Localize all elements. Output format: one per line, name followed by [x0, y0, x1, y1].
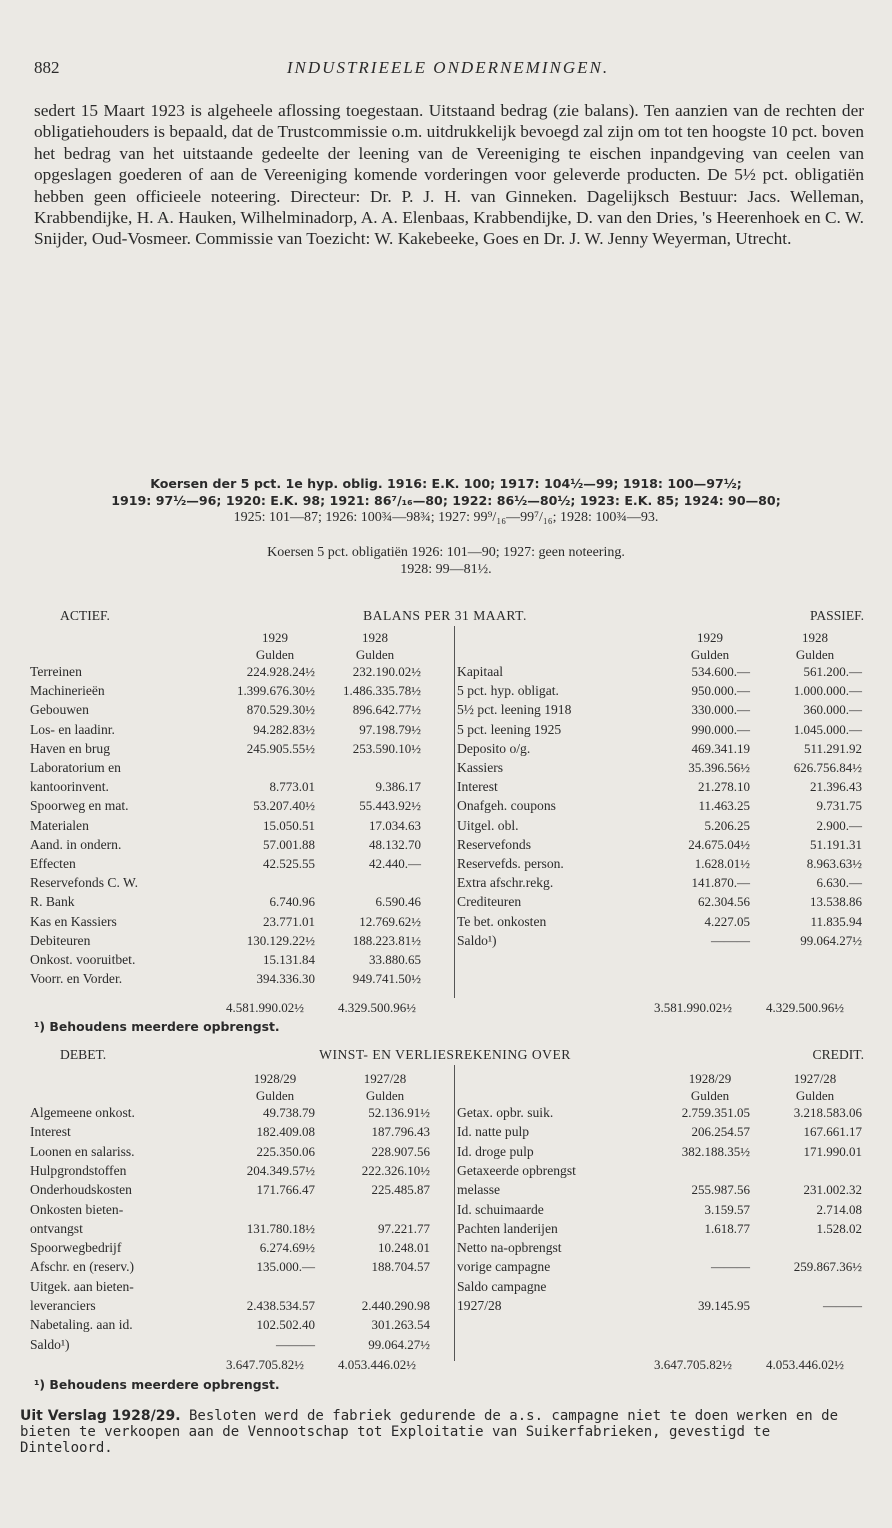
winst-title: WINST- EN VERLIESREKENING OVER	[319, 1047, 571, 1062]
col-year-right-1: 1929	[697, 630, 723, 645]
row-label: Spoorwegbedrijf	[30, 1240, 122, 1256]
activa-row	[30, 798, 420, 814]
value-1927-28: 99.064.27½	[368, 1336, 430, 1352]
value-1928-29: ———	[276, 1336, 315, 1352]
value-1928-29: 255.987.56	[691, 1182, 750, 1198]
row-label: Los- en laadinr.	[30, 721, 115, 737]
value-1929: 8.773.01	[269, 779, 315, 795]
row-label: Effecten	[30, 856, 76, 871]
row-label: Interest	[457, 779, 498, 795]
row-label: Uitgek. aan bieten-	[30, 1278, 134, 1294]
row-label: Afschr. en (reserv.)	[30, 1259, 135, 1275]
row-label: Interest	[30, 1124, 71, 1140]
activa-row	[30, 971, 420, 987]
value-1929: 394.336.30	[256, 971, 315, 987]
col-year-left-1: 1928/29	[253, 1071, 297, 1086]
col-unit-right-1: Gulden	[690, 1088, 730, 1103]
col-unit-left-1: Gulden	[255, 1088, 295, 1103]
passiva-row	[457, 702, 867, 718]
value-1928: 97.198.79½	[359, 721, 421, 737]
footer-paragraph	[20, 1408, 860, 1456]
page-number: 882	[34, 58, 60, 77]
value-1929: 1.628.01½	[694, 856, 750, 871]
value-1928-29: 1.618.77	[704, 1220, 750, 1236]
col-year-left-2: 1928	[362, 630, 388, 645]
value-1927-28: ———	[823, 1298, 862, 1313]
value-1928: 253.590.10½	[352, 740, 421, 756]
passiva-row	[457, 741, 867, 757]
activa-row	[30, 875, 420, 891]
row-label: Crediteuren	[457, 894, 522, 910]
row-label: leveranciers	[30, 1298, 96, 1313]
activa-row	[30, 779, 420, 795]
value-1927-28: 97.221.77	[378, 1220, 430, 1236]
winst-footnote: ¹) Behoudens meerdere opbrengst.	[34, 1377, 280, 1392]
row-label: Materialen	[30, 817, 89, 833]
value-1929: 57.001.88	[263, 836, 315, 852]
col-year-left-2: 1927/28	[363, 1071, 407, 1086]
value-1928-29: 382.188.35½	[681, 1143, 750, 1159]
col-year-right-1: 1928/29	[688, 1071, 732, 1086]
activa-row	[30, 856, 420, 872]
debet-row	[30, 1240, 440, 1256]
value-1929: 35.396.56½	[688, 760, 750, 775]
value-1929: ———	[711, 932, 750, 948]
passiva-row	[457, 760, 867, 776]
row-label: Saldo¹)	[30, 1336, 70, 1352]
value-1928: 1.000.000.—	[793, 683, 862, 699]
value-1928: 99.064.27½	[800, 932, 862, 948]
value-1928-29: 135.000.—	[256, 1259, 315, 1275]
row-label: Kapitaal	[457, 664, 504, 679]
koersen-line-2: 1919: 97½—96; 1920: E.K. 98; 1921: 86⁷/₁₆—80; 1922: 86½—80½; 1923: E.K. 85; 1924: 90—80;	[111, 493, 781, 508]
activa-row	[30, 683, 420, 699]
passiva-row	[457, 875, 867, 891]
row-label: Saldo campagne	[457, 1278, 547, 1294]
col-unit-left-1: Gulden	[255, 647, 295, 662]
col-year-left-1: 1929	[262, 630, 288, 645]
value-1929: 21.278.10	[698, 779, 750, 795]
row-label: kantoorinvent.	[30, 779, 109, 795]
value-1929: 15.131.84	[263, 952, 315, 967]
activa-row	[30, 837, 420, 853]
row-label: Uitgel. obl.	[457, 817, 519, 833]
winst-verlies-table	[30, 1047, 870, 1397]
value-1928: 949.741.50½	[352, 971, 421, 987]
debet-row	[30, 1163, 440, 1179]
row-label: Terreinen	[30, 664, 82, 679]
activa-row	[30, 894, 420, 910]
passiva-row	[457, 837, 867, 853]
value-1928-29: ———	[711, 1259, 750, 1275]
koersen-line-1: Koersen der 5 pct. 1e hyp. oblig. 1916: E.K. 100; 1917: 104½—99; 1918: 100—97½;	[150, 476, 742, 491]
column-divider	[454, 626, 455, 998]
value-1929: 130.129.22½	[246, 932, 315, 948]
row-label: Voorr. en Vorder.	[30, 971, 123, 987]
value-1928: 33.880.65	[369, 952, 421, 967]
activa-total-1928: 4.329.500.96½	[338, 1000, 416, 1015]
value-1927-28: 188.704.57	[371, 1259, 430, 1275]
value-1929: 990.000.—	[691, 721, 750, 737]
value-1928: 8.963.63½	[806, 856, 862, 871]
row-label: Onkosten bieten-	[30, 1201, 124, 1217]
passiva-row	[457, 664, 867, 680]
row-label: 1927/28	[457, 1298, 502, 1313]
value-1928: 232.190.02½	[352, 664, 421, 679]
col-unit-right-1: Gulden	[690, 647, 730, 662]
credit-heading: CREDIT.	[812, 1047, 864, 1062]
value-1928-29: 204.349.57½	[246, 1162, 315, 1178]
column-divider	[454, 1065, 455, 1361]
koersen-line-5: 1928: 99—81½.	[400, 562, 492, 577]
activa-row	[30, 760, 420, 776]
koersen-line-3: 1925: 101—87; 1926: 100¾—98¾; 1927: 99⁹/₁₆—99⁷/₁₆; 1928: 100¾—93.	[233, 510, 659, 525]
value-1928-29: 171.766.47	[256, 1182, 315, 1198]
row-label: Extra afschr.rekg.	[457, 875, 554, 891]
value-1929: 62.304.56	[698, 894, 750, 910]
row-label: Deposito o/g.	[457, 740, 531, 756]
value-1928: 626.756.84½	[793, 760, 862, 775]
row-label: ontvangst	[30, 1220, 83, 1236]
col-unit-left-2: Gulden	[355, 647, 395, 662]
value-1928-29: 131.780.18½	[246, 1220, 315, 1236]
passiva-total-1928: 4.329.500.96½	[766, 1000, 844, 1015]
debet-row	[30, 1144, 440, 1160]
value-1928-29: 182.409.08	[256, 1124, 315, 1140]
value-1928-29: 6.274.69½	[259, 1240, 315, 1256]
col-unit-left-2: Gulden	[365, 1088, 405, 1103]
value-1927-28: 259.867.36½	[793, 1259, 862, 1275]
activa-row	[30, 914, 420, 930]
passiva-row	[457, 914, 867, 930]
value-1927-28: 10.248.01	[378, 1240, 430, 1256]
row-label: Nabetaling. aan id.	[30, 1317, 133, 1333]
value-1927-28: 187.796.43	[371, 1124, 430, 1140]
row-label: Debiteuren	[30, 932, 91, 948]
activa-row	[30, 664, 420, 680]
value-1928: 11.835.94	[810, 913, 862, 929]
value-1927-28: 301.263.54	[371, 1317, 430, 1333]
value-1928-29: 2.759.351.05	[681, 1105, 750, 1120]
footer-text: Besloten werd de fabriek gedurende de a.s. campagne niet te doen werken en de bieten te verkoopen aan de Vennootschap tot Exploitatie van Suikerfabrieken, gevestigd te Dinteloord.	[20, 1408, 839, 1456]
value-1928: 12.769.62½	[359, 913, 421, 929]
row-label: Getax. opbr. suik.	[457, 1105, 554, 1120]
value-1929: 24.675.04½	[688, 836, 750, 852]
debet-row	[30, 1221, 440, 1237]
debet-row	[30, 1124, 440, 1140]
passiva-row	[457, 933, 867, 949]
value-1928: 188.223.81½	[352, 932, 421, 948]
debet-row	[30, 1259, 440, 1275]
credit-row	[457, 1298, 867, 1314]
value-1929: 94.282.83½	[253, 721, 315, 737]
value-1928-29: 39.145.95	[698, 1298, 750, 1313]
row-label: Netto na-opbrengst	[457, 1240, 562, 1256]
activa-row	[30, 702, 420, 718]
value-1928-29: 206.254.57	[691, 1124, 750, 1140]
row-label: R. Bank	[30, 894, 75, 910]
intro-paragraph	[34, 100, 864, 250]
row-label: 5 pct. leening 1925	[457, 721, 562, 737]
value-1928: 51.191.31	[810, 836, 862, 852]
value-1928: 6.590.46	[375, 894, 421, 910]
value-1927-28: 231.002.32	[803, 1182, 862, 1198]
value-1929: 224.928.24½	[246, 664, 315, 679]
col-unit-right-2: Gulden	[795, 1088, 835, 1103]
activa-row	[30, 741, 420, 757]
row-label: Onderhoudskosten	[30, 1182, 132, 1198]
value-1927-28: 1.528.02	[816, 1220, 862, 1236]
row-label: Id. droge pulp	[457, 1143, 534, 1159]
value-1929: 6.740.96	[269, 894, 315, 910]
value-1927-28: 3.218.583.06	[793, 1105, 862, 1120]
row-label: Getaxeerde opbrengst	[457, 1162, 576, 1178]
value-1928: 48.132.70	[369, 836, 421, 852]
value-1929: 534.600.—	[691, 664, 750, 679]
debet-heading: DEBET.	[60, 1047, 107, 1062]
passiva-row	[457, 722, 867, 738]
row-label: Reservefonds C. W.	[30, 875, 138, 891]
value-1929: 330.000.—	[691, 702, 750, 718]
row-label: Reservefonds	[457, 836, 531, 852]
row-label: 5 pct. hyp. obligat.	[457, 683, 559, 699]
value-1928: 561.200.—	[803, 664, 862, 679]
credit-row	[457, 1259, 867, 1275]
value-1928-29: 49.738.79	[263, 1105, 315, 1120]
credit-row	[457, 1144, 867, 1160]
row-label: Machinerieën	[30, 683, 105, 699]
row-label: Onkost. vooruitbet.	[30, 952, 136, 967]
activa-row	[30, 933, 420, 949]
credit-row	[457, 1240, 867, 1256]
value-1929: 5.206.25	[704, 817, 750, 833]
row-label: Laboratorium en	[30, 760, 121, 775]
value-1928: 360.000.—	[803, 702, 862, 718]
row-label: Gebouwen	[30, 702, 89, 718]
credit-row	[457, 1163, 867, 1179]
credit-row	[457, 1279, 867, 1295]
debet-row	[30, 1105, 440, 1121]
row-label: Pachten landerijen	[457, 1220, 558, 1236]
row-label: vorige campagne	[457, 1259, 551, 1275]
koersen-line-4: Koersen 5 pct. obligatiën 1926: 101—90; 1927: geen noteering.	[267, 545, 625, 560]
debet-row	[30, 1279, 440, 1295]
passiva-row	[457, 818, 867, 834]
value-1929: 11.463.25	[698, 798, 750, 814]
passiva-total-1929: 3.581.990.02½	[654, 1000, 732, 1015]
balans-footnote: ¹) Behoudens meerdere opbrengst.	[34, 1019, 280, 1034]
credit-row	[457, 1202, 867, 1218]
credit-total-2: 4.053.446.02½	[766, 1357, 844, 1372]
value-1927-28: 171.990.01	[803, 1143, 862, 1159]
value-1927-28: 228.907.56	[371, 1143, 430, 1159]
col-year-right-2: 1927/28	[793, 1071, 837, 1086]
row-label: Te bet. onkosten	[457, 913, 547, 929]
row-label: Hulpgrondstoffen	[30, 1162, 127, 1178]
value-1929: 950.000.—	[691, 683, 750, 699]
row-label: Onafgeh. coupons	[457, 798, 556, 814]
activa-row	[30, 952, 420, 968]
row-label: Id. schuimaarde	[457, 1201, 544, 1217]
row-label: Saldo¹)	[457, 932, 497, 948]
value-1928: 55.443.92½	[359, 798, 421, 814]
value-1928: 2.900.—	[816, 817, 862, 833]
page-header	[34, 58, 862, 82]
passiva-row	[457, 779, 867, 795]
intro-text: sedert 15 Maart 1923 is algeheele aflossing toegestaan. Uitstaand bedrag (zie balans). Ten aanzien van de rechten der obligatiehouders is bepaald, dat de Trustcommissie o.m. uitdrukkelijk bevoegd zal zijn om tot ten hoogste 10 pct. boven het bedrag van het uitstaande gedeelte der leening van de Vereeniging te eischen inpandgeving van ceelen van opgeslagen goederen of aan de Vereeniging komende vorderingen voor geleverde producten. De 5½ pct. obligatiën hebben geen officieele noteering. Directeur: Dr. P. J. H. van Ginneken. Dagelijksch Bestuur: Jacs. Welleman, Krabbendijke, H. A. Hauken, Wilhelminadorp, A. A. Elenbaas, Krabbendijke, D. van den Dries, 's Heerenhoek en C. W. Snijder, Oud-Vosmeer. Commissie van Toezicht: W. Kakebeeke, Goes en Dr. J. W. Jenny Weyerman, Utrecht.	[34, 101, 864, 249]
debet-total-2: 4.053.446.02½	[338, 1357, 416, 1372]
credit-row	[457, 1124, 867, 1140]
value-1929: 245.905.55½	[246, 740, 315, 756]
value-1929: 23.771.01	[263, 913, 315, 929]
row-label: Haven en brug	[30, 740, 111, 756]
col-year-right-2: 1928	[802, 630, 828, 645]
row-label: Kas en Kassiers	[30, 913, 117, 929]
balans-title: BALANS PER 31 MAART.	[363, 608, 527, 623]
koersen-block	[20, 475, 872, 578]
value-1929: 4.227.05	[704, 913, 750, 929]
activa-row	[30, 818, 420, 834]
debet-row	[30, 1298, 440, 1314]
passiva-row	[457, 683, 867, 699]
value-1928: 42.440.—	[369, 856, 421, 871]
value-1928-29: 3.159.57	[704, 1201, 750, 1217]
running-title: INDUSTRIEELE ONDERNEMINGEN.	[286, 58, 610, 77]
row-label: Reservefds. person.	[457, 856, 564, 871]
value-1929: 42.525.55	[263, 856, 315, 871]
value-1928: 13.538.86	[810, 894, 862, 910]
value-1928-29: 225.350.06	[256, 1143, 315, 1159]
row-label: Aand. in ondern.	[30, 836, 122, 852]
row-label: Kassiers	[457, 760, 504, 775]
value-1929: 141.870.—	[691, 875, 750, 891]
value-1927-28: 2.440.290.98	[361, 1298, 430, 1313]
credit-row	[457, 1182, 867, 1198]
credit-row	[457, 1221, 867, 1237]
value-1927-28: 225.485.87	[371, 1182, 430, 1198]
value-1927-28: 52.136.91½	[368, 1105, 430, 1120]
value-1929: 15.050.51	[263, 817, 315, 833]
value-1928: 9.731.75	[816, 798, 862, 814]
passiva-row	[457, 856, 867, 872]
row-label: Id. natte pulp	[457, 1124, 530, 1140]
value-1929: 870.529.30½	[246, 702, 315, 718]
footer-lead: Uit Verslag 1928/29.	[20, 1408, 181, 1424]
value-1927-28: 2.714.08	[816, 1201, 862, 1217]
balans-table	[30, 608, 870, 1034]
value-1928: 511.291.92	[803, 740, 862, 756]
activa-total-1929: 4.581.990.02½	[226, 1000, 304, 1015]
value-1928-29: 102.502.40	[256, 1317, 315, 1333]
debet-total-1: 3.647.705.82½	[226, 1357, 304, 1372]
value-1928: 1.486.335.78½	[343, 683, 421, 699]
debet-row	[30, 1337, 440, 1353]
credit-row	[457, 1105, 867, 1121]
value-1928-29: 2.438.534.57	[246, 1298, 315, 1313]
value-1927-28: 222.326.10½	[361, 1162, 430, 1178]
activa-row	[30, 722, 420, 738]
debet-row	[30, 1202, 440, 1218]
debet-row	[30, 1182, 440, 1198]
actief-heading: ACTIEF.	[60, 608, 110, 623]
value-1928: 1.045.000.—	[793, 721, 862, 737]
row-label: 5½ pct. leening 1918	[457, 702, 572, 718]
passiva-row	[457, 894, 867, 910]
row-label: Algemeene onkost.	[30, 1105, 135, 1120]
passiva-row	[457, 798, 867, 814]
credit-total-1: 3.647.705.82½	[654, 1357, 732, 1372]
value-1928: 17.034.63	[369, 817, 421, 833]
value-1929: 1.399.676.30½	[237, 683, 315, 699]
value-1929: 469.341.19	[691, 740, 750, 756]
value-1928: 21.396.43	[810, 779, 862, 795]
row-label: Spoorweg en mat.	[30, 798, 129, 814]
col-unit-right-2: Gulden	[795, 647, 835, 662]
row-label: melasse	[457, 1182, 501, 1198]
value-1928: 896.642.77½	[352, 702, 421, 718]
debet-row	[30, 1317, 440, 1333]
value-1928: 6.630.—	[816, 875, 862, 891]
row-label: Loonen en salariss.	[30, 1143, 135, 1159]
value-1927-28: 167.661.17	[803, 1124, 862, 1140]
value-1929: 53.207.40½	[253, 798, 315, 814]
passief-heading: PASSIEF.	[810, 608, 864, 623]
value-1928: 9.386.17	[375, 779, 421, 795]
